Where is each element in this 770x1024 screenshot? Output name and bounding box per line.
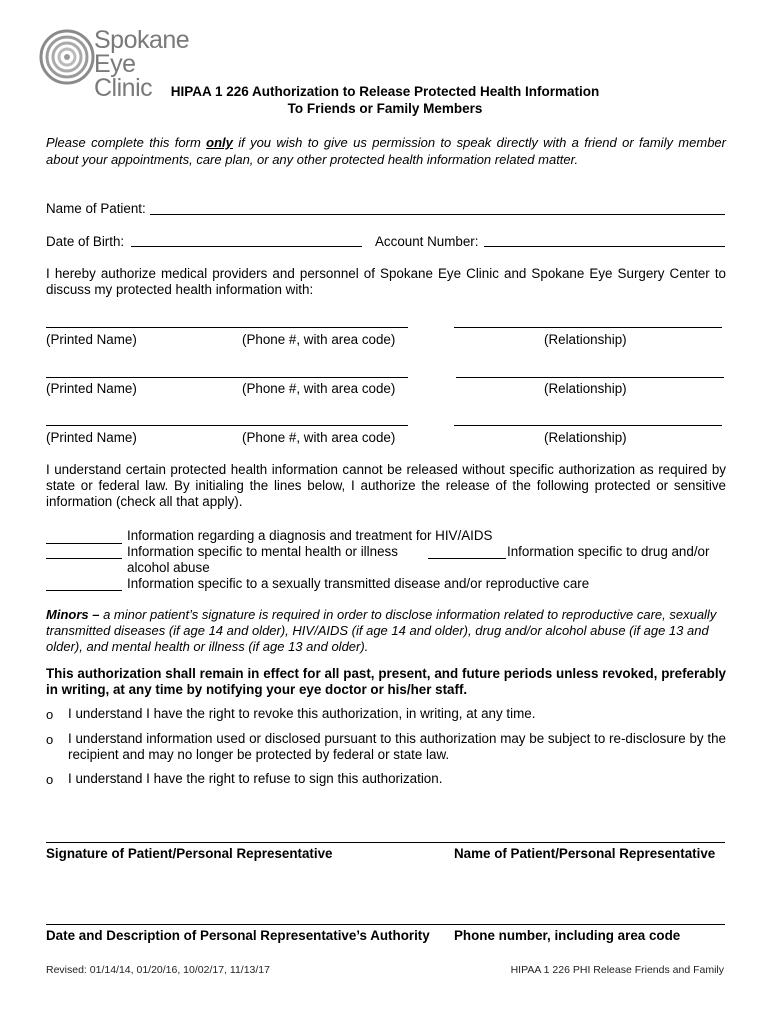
patient-name-label: Name of Patient: [46, 201, 146, 216]
initial-std-label: Information specific to a sexually transmitted disease and/or reproductive care [127, 576, 590, 591]
authorization-effect-paragraph: This authorization shall remain in effect for all past, present, and future periods unless revoked, preferably in writing, at any time by notifying your eye doctor or his/her staff. [46, 666, 726, 697]
minors-text: a minor patient’s signature is required in order to disclose information related to reproductive care, sexually transmitted diseases (if age 14 and older), HIV/AIDS (if age 14 and older), drug and/or alcohol abuse (if age 13 and older), and mental health or illness (if age 13 and older). [46, 607, 717, 654]
initial-hiv-field[interactable] [46, 543, 122, 544]
initial-std-field[interactable] [46, 590, 122, 591]
revised-dates: Revised: 01/14/14, 01/20/16, 10/02/17, 11/13/17 [46, 964, 270, 976]
bullet-icon: o [46, 772, 54, 787]
bullet-icon: o [46, 707, 54, 722]
contact-3-name-phone-line[interactable] [46, 425, 408, 426]
minors-paragraph [46, 607, 731, 655]
signature-line[interactable] [46, 842, 725, 843]
authorize-paragraph: I hereby authorize medical providers and personnel of Spokane Eye Clinic and Spokane Eye Surgery Center to discuss my protected health information with: [46, 266, 726, 297]
intro-emphasis: only [206, 135, 233, 150]
sensitive-info-paragraph: I understand certain protected health information cannot be released without specific authorization as required by state or federal law. By initialing the lines below, I authorize the release of the following protected or sensitive information (check all that apply). [46, 462, 726, 509]
patient-name-field[interactable] [150, 214, 725, 215]
minors-label: Minors – [46, 607, 100, 622]
bullet-refuse: I understand I have the right to refuse to sign this authorization. [68, 771, 443, 786]
initial-drug-alcohol-field[interactable] [428, 558, 506, 559]
contact-1-relationship-label: (Relationship) [544, 332, 627, 347]
initial-hiv-label: Information regarding a diagnosis and treatment for HIV/AIDS [127, 528, 493, 543]
contact-1-relationship-line[interactable] [454, 327, 722, 328]
contact-3-name-label: (Printed Name) [46, 430, 137, 445]
account-number-label: Account Number: [375, 234, 479, 249]
dob-label: Date of Birth: [46, 234, 125, 249]
initial-drug-alcohol-label-cont: alcohol abuse [127, 560, 210, 575]
contact-1-name-phone-line[interactable] [46, 327, 408, 328]
bullet-revoke: I understand I have the right to revoke this authorization, in writing, at any time. [68, 706, 536, 721]
logo-line-2: Eye Clinic [94, 50, 153, 102]
contact-2-relationship-line[interactable] [456, 377, 724, 378]
intro-after: if you wish to give us permission to speak directly with a friend or family member about your appointments, care plan, or any other protected health information related matter. [46, 135, 726, 167]
form-title-line-1: HIPAA 1 226 Authorization to Release Protected Health Information [170, 84, 600, 99]
authority-line[interactable] [46, 924, 725, 925]
intro-paragraph [46, 134, 726, 168]
logo-line-1: Spokane [94, 26, 190, 54]
signature-label: Signature of Patient/Personal Representative [46, 846, 333, 861]
contact-3-phone-label: (Phone #, with area code) [242, 430, 396, 445]
rep-name-label: Name of Patient/Personal Representative [454, 846, 716, 861]
intro-before: Please complete this form [46, 135, 207, 150]
bullet-redisclosure: I understand information used or disclosed pursuant to this authorization may be subject to re-disclosure by the recipient and may no longer be protected by federal or state law. [68, 731, 726, 762]
contact-1-name-label: (Printed Name) [46, 332, 137, 347]
dob-field[interactable] [131, 246, 362, 247]
contact-2-name-phone-line[interactable] [46, 377, 408, 378]
clinic-logo [38, 26, 198, 102]
initial-drug-alcohol-label: Information specific to drug and/or [507, 544, 710, 559]
bullet-icon: o [46, 732, 54, 747]
phone-label: Phone number, including area code [454, 928, 681, 943]
authority-label: Date and Description of Personal Representative’s Authority [46, 928, 430, 943]
initial-mental-health-field[interactable] [46, 558, 122, 559]
eye-swirl-icon [38, 28, 96, 86]
account-number-field[interactable] [484, 246, 725, 247]
contact-2-relationship-label: (Relationship) [544, 381, 627, 396]
contact-2-name-label: (Printed Name) [46, 381, 137, 396]
contact-1-phone-label: (Phone #, with area code) [242, 332, 396, 347]
contact-3-relationship-label: (Relationship) [544, 430, 627, 445]
form-identifier: HIPAA 1 226 PHI Release Friends and Family [510, 964, 724, 976]
contact-3-relationship-line[interactable] [454, 425, 722, 426]
initial-mental-health-label: Information specific to mental health or illness [127, 544, 398, 559]
contact-2-phone-label: (Phone #, with area code) [242, 381, 396, 396]
form-title-line-2: To Friends or Family Members [287, 101, 483, 116]
